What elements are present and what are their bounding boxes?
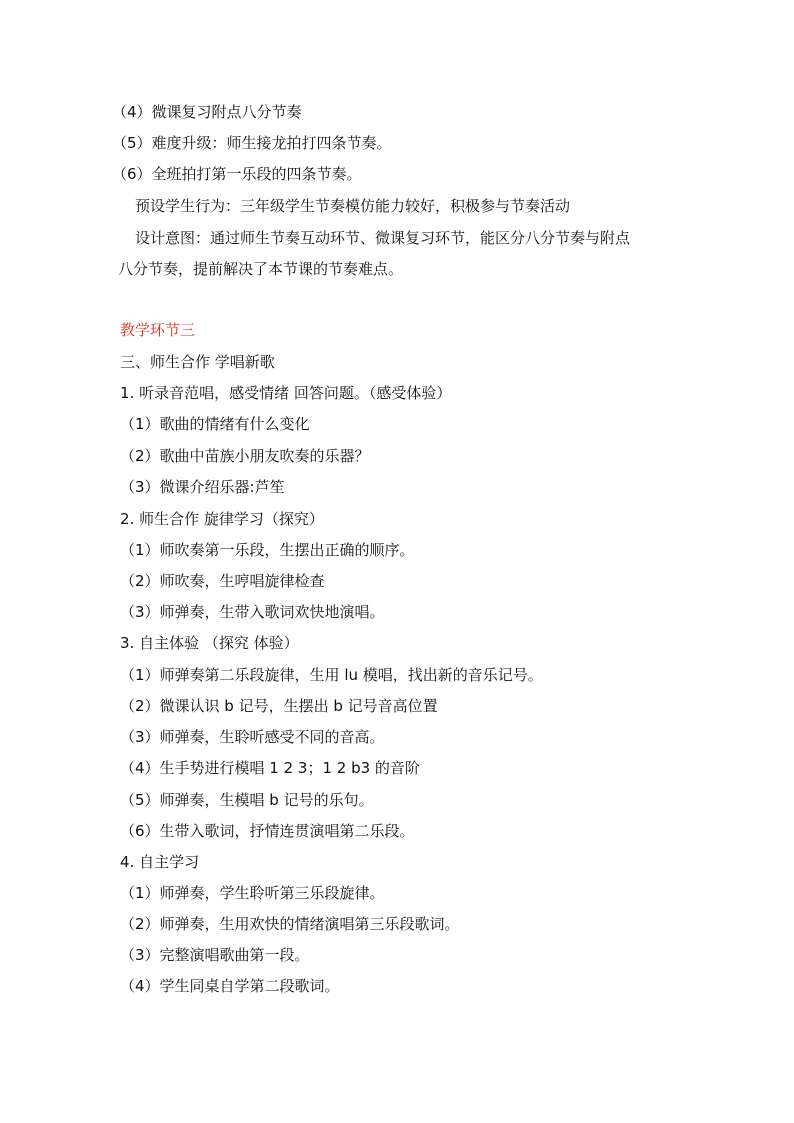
list-item-4-microlesson-dotted-rhythm: （4）微课复习附点八分节奏 [112,103,302,121]
step-3-item-5: （5）师弹奏，生模唱 b 记号的乐句。 [120,791,374,809]
step-2-item-2: （2）师吹奏，生哼唱旋律检查 [120,572,325,590]
list-item-6-class-clapping: （6）全班拍打第一乐段的四条节奏。 [112,165,362,183]
step-4-self-study: 4. 自主学习 [120,853,200,871]
step-3-self-experience: 3. 自主体验 （探究 体验） [120,634,299,652]
expected-student-behavior: 预设学生行为：三年级学生节奏模仿能力较好，积极参与节奏活动 [135,197,571,215]
step-1-item-1: （1）歌曲的情绪有什么变化 [120,415,310,433]
step-4-item-4: （4）学生同桌自学第二段歌词。 [120,977,340,995]
step-2-item-1: （1）师吹奏第一乐段，生摆出正确的顺序。 [120,541,415,559]
step-4-item-1: （1）师弹奏，学生聆听第三乐段旋律。 [120,884,385,902]
design-intent: 设计意图：通过师生节奏互动环节、微课复习环节，能区分八分节奏与附点 [135,229,631,247]
section-heading-teaching-step-three: 教学环节三 [120,321,196,339]
design-intent-continuation: 八分节奏，提前解决了本节课的节奏难点。 [118,260,404,278]
list-item-5-difficulty-upgrade: （5）难度升级：师生接龙拍打四条节奏。 [112,134,392,152]
step-3-item-3: （3）师弹奏，生聆听感受不同的音高。 [120,728,385,746]
step-4-item-2: （2）师弹奏，生用欢快的情绪演唱第三乐段歌词。 [120,915,460,933]
step-3-item-6: （6）生带入歌词，抒情连贯演唱第二乐段。 [120,822,415,840]
step-2-item-3: （3）师弹奏，生带入歌词欢快地演唱。 [120,603,385,621]
step-4-item-3: （3）完整演唱歌曲第一段。 [120,946,310,964]
step-3-item-4: （4）生手势进行模唱 1 2 3；1 2 b3 的音阶 [120,759,420,777]
step-3-item-1: （1）师弹奏第二乐段旋律，生用 lu 模唱，找出新的音乐记号。 [120,666,543,684]
step-1-listen-recording: 1. 听录音范唱，感受情绪 回答问题。（感受体验） [120,384,452,402]
step-3-item-2: （2）微课认识 b 记号，生摆出 b 记号音高位置 [120,697,438,715]
step-1-item-3: （3）微课介绍乐器:芦笙 [120,478,285,496]
step-1-item-2: （2）歌曲中苗族小朋友吹奏的乐器？ [120,447,370,465]
step-2-melody-learning: 2. 师生合作 旋律学习（探究） [120,510,324,528]
section-title-cooperative-singing: 三、师生合作 学唱新歌 [120,353,275,371]
